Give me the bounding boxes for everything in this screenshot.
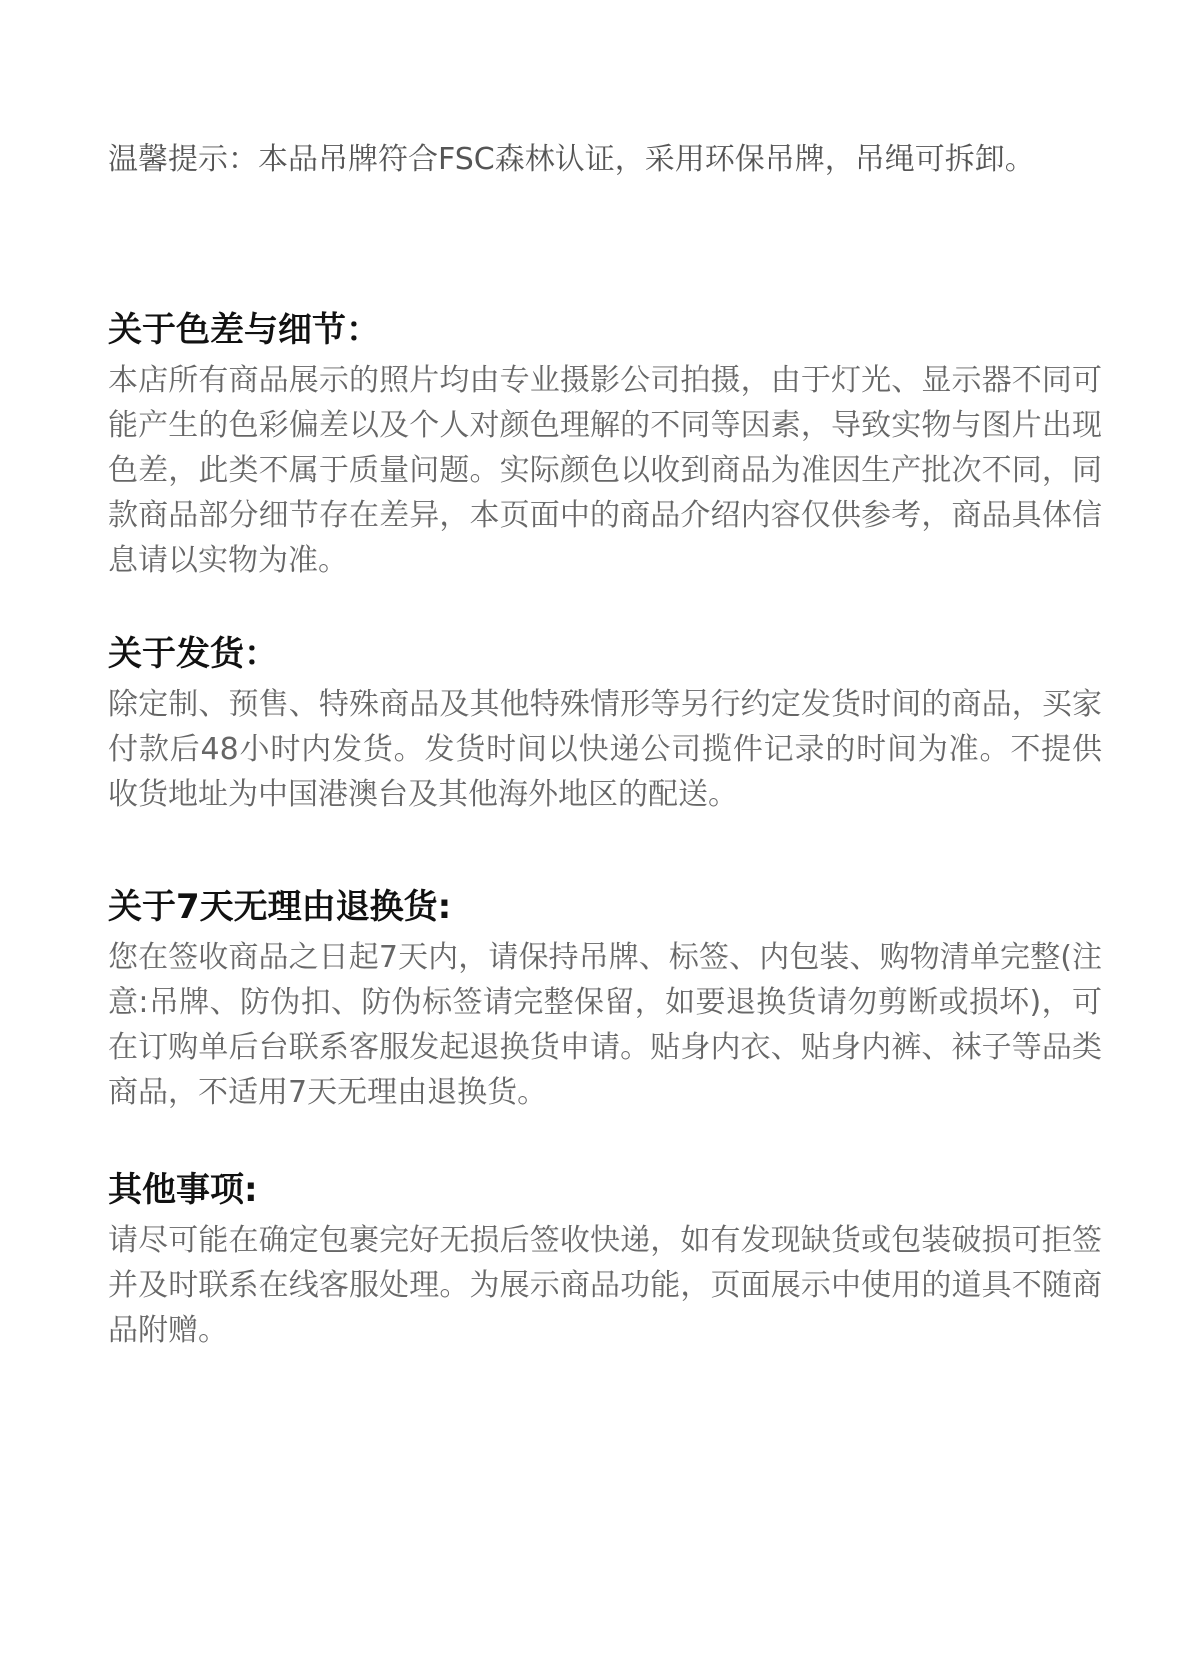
section-body-color-difference: 本店所有商品展示的照片均由专业摄影公司拍摄，由于灯光、显示器不同可能产生的色彩偏差以及个人对颜色理解的不同等因素，导致实物与图片出现色差，此类不属于质量问题。实际颜色以收到商品为准因生产批次不同，同款商品部分细节存在差异，本页面中的商品介绍内容仅供参考，商品具体信息请以实物为准。	[108, 363, 1102, 578]
section-shipping	[108, 632, 1102, 817]
section-title-color-difference: 关于色差与细节：	[108, 310, 380, 350]
section-body-other-matters: 请尽可能在确定包裹完好无损后签收快递，如有发现缺货或包装破损可拒签并及时联系在线客服处理。为展示商品功能，页面展示中使用的道具不随商品附赠。	[108, 1223, 1102, 1348]
section-7-day-return	[108, 885, 1102, 1115]
section-color-difference	[108, 308, 1102, 583]
section-body-7-day-return: 您在签收商品之日起7天内，请保持吊牌、标签、内包装、购物清单完整(注意:吊牌、防伪扣、防伪标签请完整保留，如要退换货请勿剪断或损坏)，可在订购单后台联系客服发起退换货申请。贴身内衣、贴身内裤、袜子等品类商品，不适用7天无理由退换货。	[108, 940, 1102, 1110]
section-other-matters	[108, 1168, 1102, 1353]
hang-tag-tip: 温馨提示：本品吊牌符合FSC森林认证，采用环保吊牌，吊绳可拆卸。	[108, 142, 1035, 177]
section-title-7-day-return: 关于7天无理由退换货:	[108, 887, 452, 927]
section-title-other-matters: 其他事项:	[108, 1170, 258, 1210]
section-title-shipping: 关于发货：	[108, 634, 278, 674]
section-body-shipping: 除定制、预售、特殊商品及其他特殊情形等另行约定发货时间的商品，买家付款后48小时内发货。发货时间以快递公司揽件记录的时间为准。不提供收货地址为中国港澳台及其他海外地区的配送。	[108, 687, 1102, 812]
